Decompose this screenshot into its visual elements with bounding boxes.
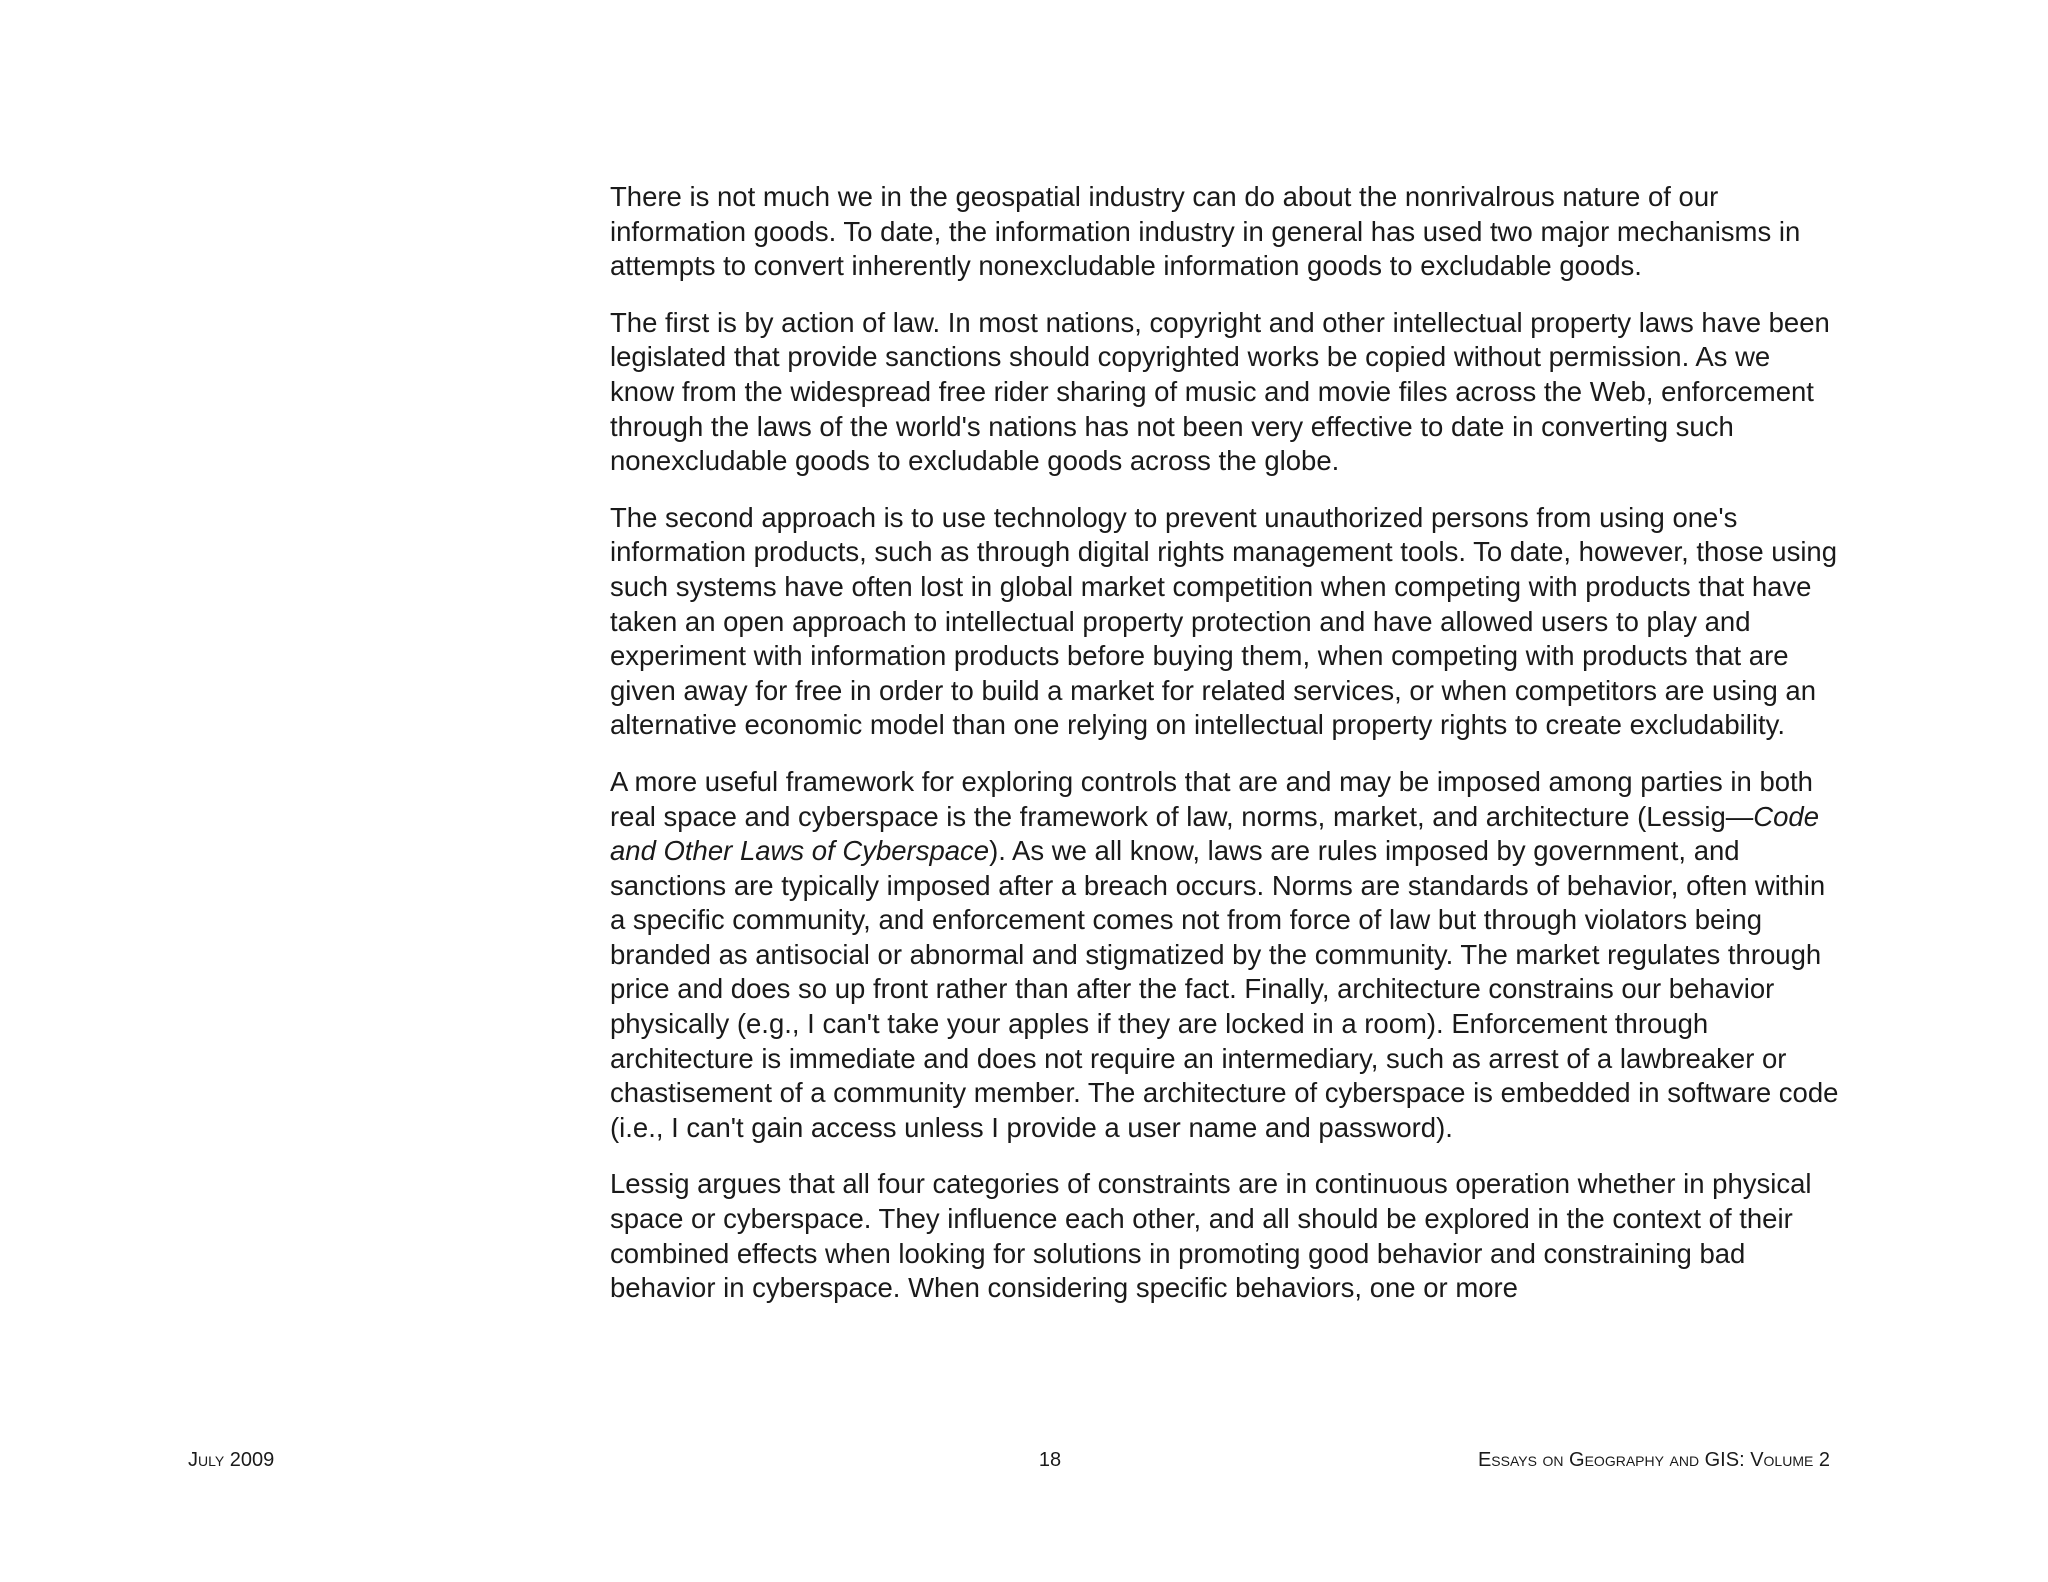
footer-date: July 2009 [188, 1449, 275, 1471]
paragraph-4 [610, 765, 1840, 1146]
paragraph-3: The second approach is to use technology to prevent unauthorized persons from using one's information products, such as through digital rights management tools. To date, however, those using such systems have often lost in global market competition when competing with products that have taken an open approach to intellectual property protection and have allowed users to play and experiment with information products before buying them, when competing with products that are given away for free in order to build a market for related services, or when competitors are using an alternative economic model than one relying on intellectual property rights to create excludability. [610, 501, 1838, 741]
paragraph-1: There is not much we in the geospatial industry can do about the nonrivalrous nature of our information goods. To date, the information industry in general has used two major mechanisms in attempts to convert inherently nonexcludable information goods to excludable goods. [610, 181, 1801, 282]
paragraph-5: Lessig argues that all four categories of constraints are in continuous operation whether in physical space or cyberspace. They influence each other, and all should be explored in the context of their combined effects when looking for solutions in promoting good behavior and constraining bad behavior in cyberspace. When considering specific behaviors, one or more [610, 1168, 1812, 1304]
footer-page-number: 18 [1038, 1449, 1062, 1471]
paragraph-4-text-before: A more useful framework for exploring controls that are and may be imposed among parties in both real space and cyberspace is the framework of law, norms, market, and architecture (Lessig— [610, 765, 1813, 832]
page-body [610, 180, 1840, 1328]
paragraph-4-text-after: ). As we all know, laws are rules imposed by government, and sanctions are typically imposed after a breach occurs. Norms are standards of behavior, often within a specific community, and enforcement comes not from force of law but through violators being branded as antisocial or abnormal and stigmatized by the community. The market regulates through price and does so up front rather than after the fact. Finally, architecture constrains our behavior physically (e.g., I can't take your apples if they are locked in a room). Enforcement through architecture is immediate and does not require an intermediary, such as arrest of a lawbreaker or chastisement of a community member. The architecture of cyberspace is embedded in software code (i.e., I can't gain access unless I provide a user name and password). [610, 835, 1839, 1143]
book-title-citation: Code and Other Laws of Cyberspace [610, 800, 1820, 867]
paragraph-2: The first is by action of law. In most nations, copyright and other intellectual property laws have been legislated that provide sanctions should copyrighted works be copied without permission. As we know from the widespread free rider sharing of music and movie files across the Web, enforcement through the laws of the world's nations has not been very effective to date in converting such nonexcludable goods to excludable goods across the globe. [610, 306, 1830, 477]
footer-publication-title: Essays on Geography and GIS: Volume 2 [1477, 1449, 1830, 1471]
